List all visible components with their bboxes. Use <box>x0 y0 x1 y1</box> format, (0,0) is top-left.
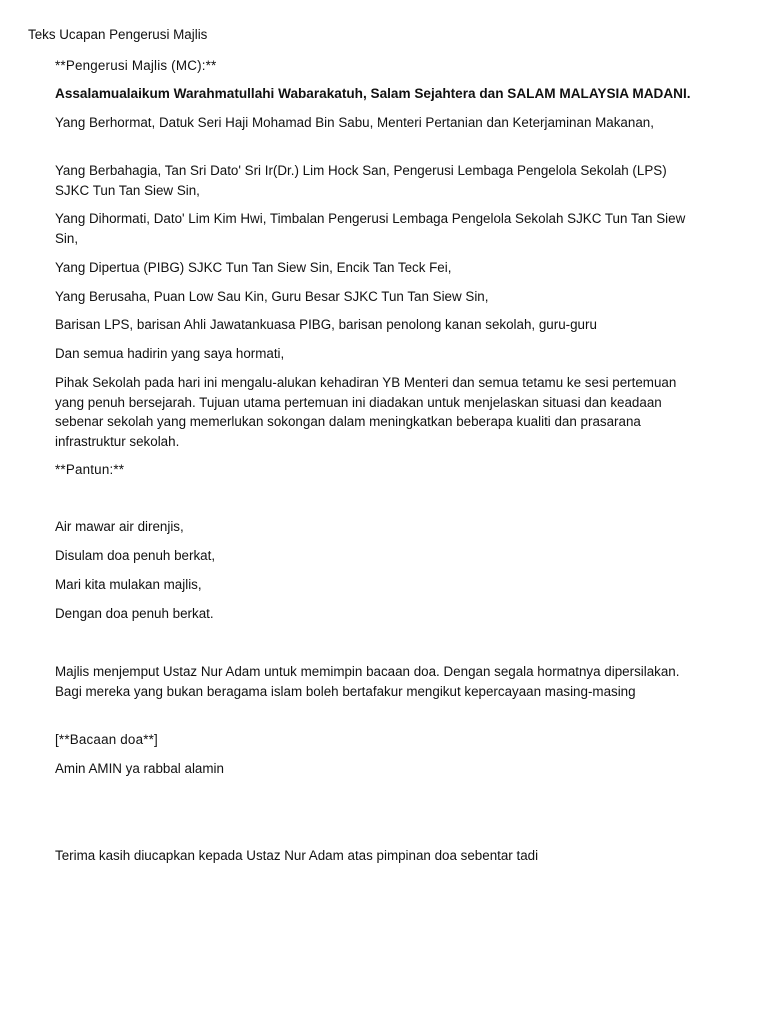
doa-invitation-paragraph: Majlis menjemput Ustaz Nur Adam untuk memimpin bacaan doa. Dengan segala hormatnya dipersilakan. Bagi mereka yang bukan beragama islam boleh bertafakur mengikut kepercayaan masing-masing <box>55 664 680 699</box>
salutation-lps-chair: Yang Berbahagia, Tan Sri Dato' Sri Ir(Dr.) Lim Hock San, Pengerusi Lembaga Pengelola Sekolah (LPS) SJKC Tun Tan Siew Sin, <box>55 163 667 198</box>
document-title: Teks Ucapan Pengerusi Majlis <box>28 27 208 42</box>
amin-line: Amin AMIN ya rabbal alamin <box>55 761 224 776</box>
doa-marker: [**Bacaan doa**] <box>55 732 158 747</box>
salutation-minister: Yang Berhormat, Datuk Seri Haji Mohamad Bin Sabu, Menteri Pertanian dan Keterjaminan Makanan, <box>55 115 654 130</box>
thanks-line: Terima kasih diucapkan kepada Ustaz Nur Adam atas pimpinan doa sebentar tadi <box>55 848 539 863</box>
pantun-line: Dengan doa penuh berkat. <box>55 606 214 621</box>
salutation-headmaster: Yang Berusaha, Puan Low Sau Kin, Guru Besar SJKC Tun Tan Siew Sin, <box>55 289 489 304</box>
salutation-lps-deputy: Yang Dihormati, Dato' Lim Kim Hwi, Timbalan Pengerusi Lembaga Pengelola Sekolah SJKC Tun Tan Siew Sin, <box>55 211 686 246</box>
salutation-pibg: Yang Dipertua (PIBG) SJKC Tun Tan Siew Sin, Encik Tan Teck Fei, <box>55 260 452 275</box>
pantun-line: Air mawar air direnjis, <box>55 519 184 534</box>
salutation-audience: Dan semua hadirin yang saya hormati, <box>55 346 285 361</box>
pantun-line: Disulam doa penuh berkat, <box>55 548 216 563</box>
greeting-line: Assalamualaikum Warahmatullahi Wabarakatuh, Salam Sejahtera dan SALAM MALAYSIA MADANI. <box>55 86 691 101</box>
pantun-heading: **Pantun:** <box>55 462 125 477</box>
intro-paragraph: Pihak Sekolah pada hari ini mengalu-alukan kehadiran YB Menteri dan semua tetamu ke sesi pertemuan yang penuh bersejarah. Tujuan utama pertemuan ini diadakan untuk menjelaskan situasi dan keadaan sebenar sekolah yang memerlukan sokongan dalam meningkatkan beberapa kualiti dan prasarana infrastruktur sekolah. <box>55 375 677 449</box>
salutation-committees: Barisan LPS, barisan Ahli Jawatankuasa PIBG, barisan penolong kanan sekolah, guru-guru <box>55 317 597 332</box>
mc-heading: **Pengerusi Majlis (MC):** <box>55 58 217 73</box>
pantun-line: Mari kita mulakan majlis, <box>55 577 202 592</box>
